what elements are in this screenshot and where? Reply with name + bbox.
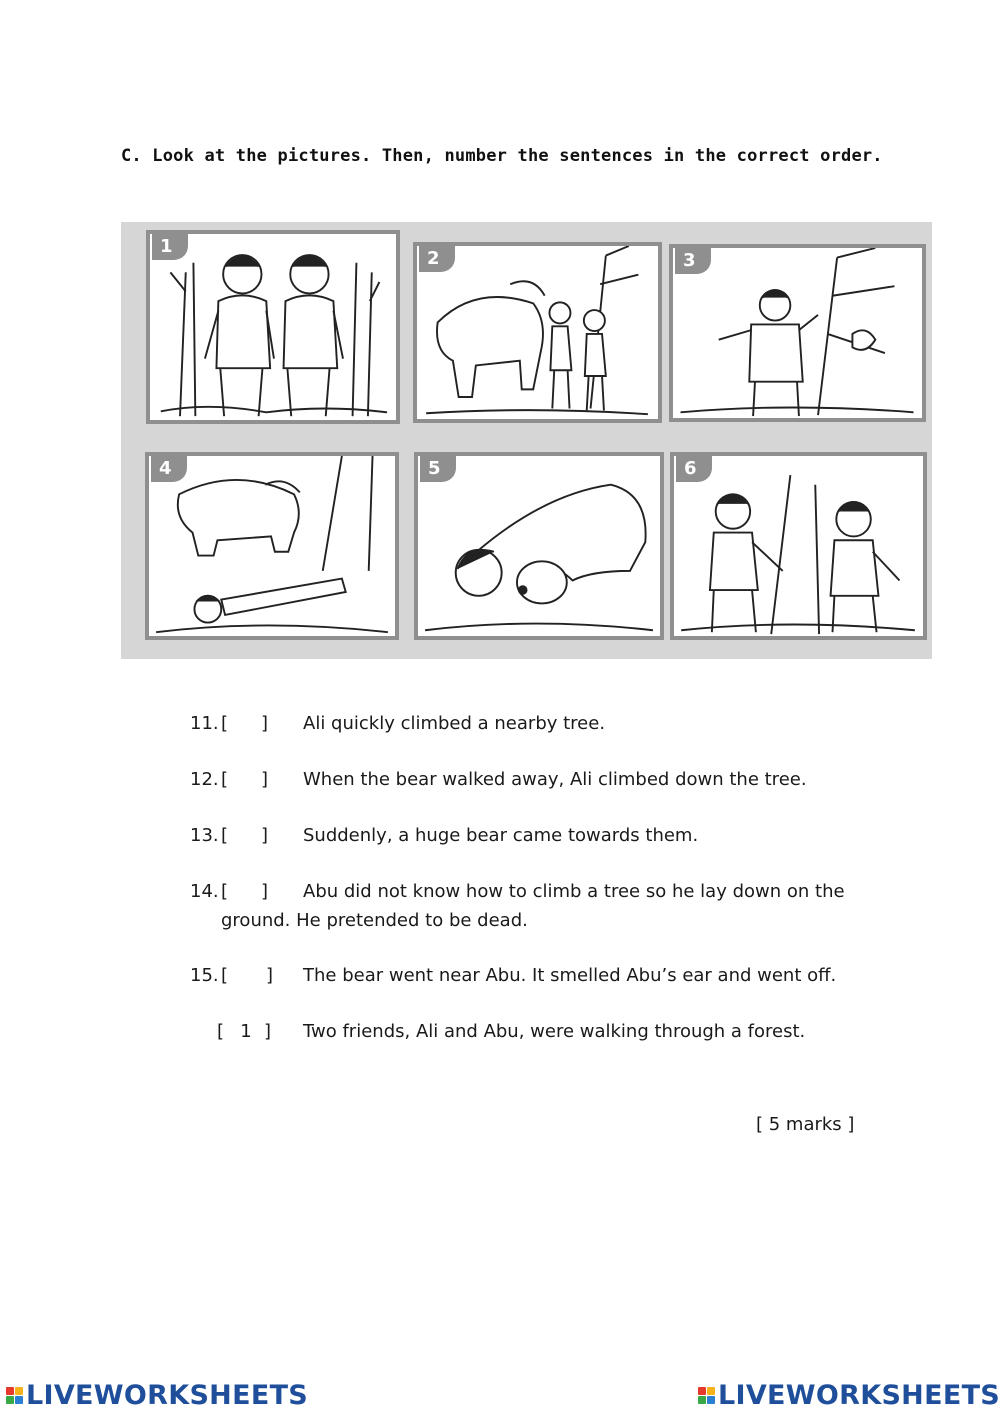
panel-number: 6 bbox=[676, 456, 712, 482]
panel-number: 3 bbox=[675, 248, 711, 274]
close-bracket: ] bbox=[261, 881, 269, 902]
question-number: 14. bbox=[190, 881, 219, 902]
panel-2 bbox=[413, 242, 662, 423]
question-13 bbox=[0, 825, 1000, 853]
sentence-text: The bear went near Abu. It smelled Abu’s ear and went off. bbox=[303, 965, 837, 986]
close-bracket: ] bbox=[261, 825, 269, 846]
boy-climbing-tree-illustration bbox=[673, 248, 922, 418]
close-bracket: ] bbox=[266, 965, 274, 986]
open-bracket: [ bbox=[221, 881, 229, 902]
close-bracket: ] bbox=[264, 1021, 272, 1042]
footer-logo-right[interactable] bbox=[698, 1378, 1000, 1412]
answer-input[interactable] bbox=[230, 965, 268, 991]
open-bracket: [ bbox=[221, 713, 229, 734]
open-bracket: [ bbox=[221, 825, 229, 846]
question-number: 11. bbox=[190, 713, 219, 734]
sentence-text: Abu did not know how to climb a tree so he lay down on the bbox=[303, 881, 845, 902]
sentence-continuation: ground. He pretended to be dead. bbox=[221, 910, 528, 931]
sentence-text: When the bear walked away, Ali climbed down the tree. bbox=[303, 769, 807, 790]
question-15 bbox=[0, 965, 1000, 993]
example-answer: 1 bbox=[240, 1021, 252, 1042]
boys-talking-illustration bbox=[674, 456, 923, 636]
panel-5 bbox=[414, 452, 664, 640]
instruction-heading: C. Look at the pictures. Then, number the sentences in the correct order. bbox=[121, 146, 883, 166]
question-12 bbox=[0, 769, 1000, 797]
close-bracket: ] bbox=[261, 769, 269, 790]
question-number: 13. bbox=[190, 825, 219, 846]
example-sentence bbox=[0, 1021, 1000, 1049]
footer-logo-left[interactable] bbox=[6, 1378, 308, 1412]
two-boys-walking-illustration bbox=[150, 234, 396, 420]
panel-number: 5 bbox=[420, 456, 456, 482]
panel-1 bbox=[146, 230, 400, 424]
brand-name: LIVEWORKSHEETS bbox=[718, 1379, 1000, 1411]
open-bracket: [ bbox=[221, 769, 229, 790]
sentence-text: Two friends, Ali and Abu, were walking through a forest. bbox=[303, 1021, 806, 1042]
panel-number: 2 bbox=[419, 246, 455, 272]
open-bracket: [ bbox=[221, 965, 229, 986]
question-11 bbox=[0, 713, 1000, 741]
brand-name: LIVEWORKSHEETS bbox=[26, 1379, 309, 1411]
liveworksheets-logo-icon bbox=[6, 1387, 23, 1404]
question-14 bbox=[0, 881, 1000, 941]
panel-number: 4 bbox=[151, 456, 187, 482]
bear-approaching-illustration bbox=[417, 246, 658, 419]
boy-lying-down-bear-illustration bbox=[149, 456, 395, 636]
panel-6 bbox=[670, 452, 927, 640]
liveworksheets-logo-icon bbox=[698, 1387, 715, 1404]
sentence-text: Ali quickly climbed a nearby tree. bbox=[303, 713, 606, 734]
panel-number: 1 bbox=[152, 234, 188, 260]
panel-4 bbox=[145, 452, 399, 640]
question-number: 15. bbox=[190, 965, 219, 986]
picture-sequence bbox=[121, 222, 932, 659]
open-bracket: [ bbox=[217, 1021, 225, 1042]
bear-smelling-ear-illustration bbox=[418, 456, 660, 636]
question-number: 12. bbox=[190, 769, 219, 790]
sentence-text: Suddenly, a huge bear came towards them. bbox=[303, 825, 699, 846]
close-bracket: ] bbox=[261, 713, 269, 734]
panel-3 bbox=[669, 244, 926, 422]
marks-label: [ 5 marks ] bbox=[756, 1114, 855, 1135]
